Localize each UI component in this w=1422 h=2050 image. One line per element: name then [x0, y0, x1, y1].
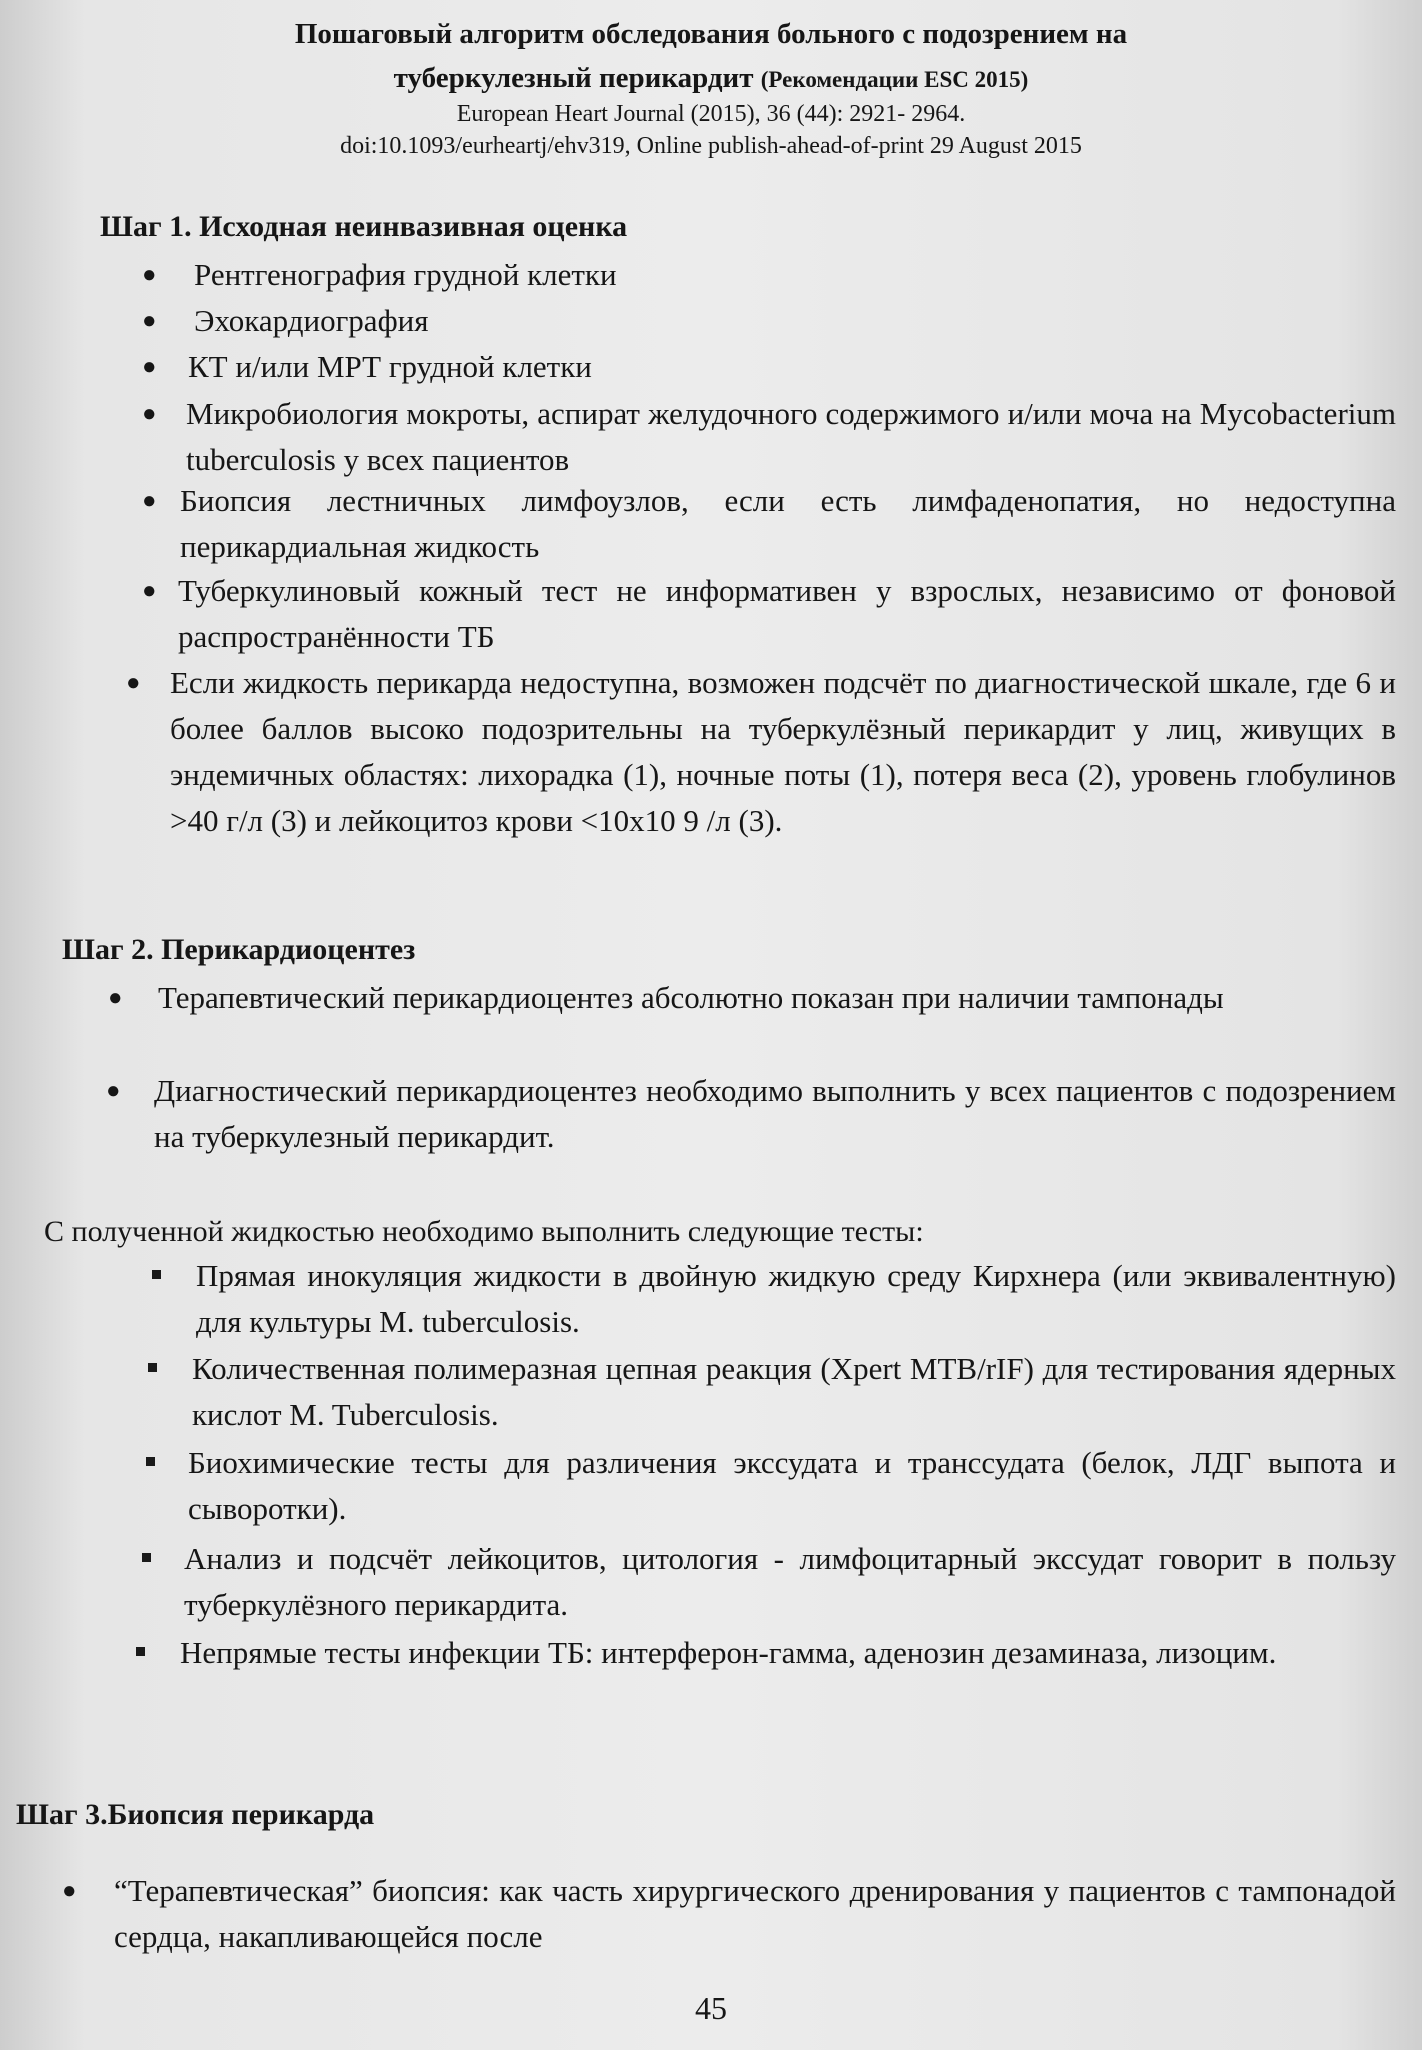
step1-item-text: Микробиология мокроты, аспират желудочного содержимого и/или моча на Mycobacterium tuberculosis у всех пациентов	[186, 396, 1396, 477]
test-item-text: Анализ и подсчёт лейкоцитов, цитология - лимфоцитарный экссудат говорит в пользу туберкулёзного перикардита.	[184, 1541, 1396, 1622]
test-item	[180, 1630, 1396, 1676]
doi-reference: doi:10.1093/eurheartj/ehv319, Online publish-ahead-of-print 29 August 2015	[340, 133, 1082, 159]
bullet-icon: ●	[126, 670, 141, 696]
bullet-icon: ●	[106, 1078, 121, 1104]
square-bullet-icon	[136, 1647, 145, 1656]
page-number: 45	[695, 1990, 727, 2026]
bullet-icon: ●	[142, 488, 157, 514]
step1-item-text: Если жидкость перикарда недоступна, возможен подсчёт по диагностической шкале, где 6 и более баллов высоко подозрительны на туберкулёзный перикардит у лиц, живущих в эндемичных областях: лихорадка (1), ночные поты (1), потеря веса (2), уровень глобулинов >40 г/л (3) и лейкоцитоз крови <10x10 9 /л (3).	[170, 665, 1396, 838]
test-item	[196, 1253, 1396, 1345]
bullet-icon: ●	[142, 262, 157, 288]
step1-item	[188, 344, 1388, 390]
title-line-2-text: туберкулезный перикардит	[393, 62, 754, 94]
step3-item	[114, 1868, 1396, 1960]
step3-heading: Шаг 3.Биопсия перикарда	[16, 1798, 375, 1831]
document-title	[0, 12, 1422, 102]
test-item-text: Количественная полимеразная цепная реакция (Xpert MTB/rIF) для тестирования ядерных кислот M. Tuberculosis.	[192, 1351, 1396, 1432]
title-line-2	[0, 56, 1422, 102]
step1-item	[194, 298, 1394, 344]
test-item	[188, 1440, 1396, 1532]
step2-heading: Шаг 2. Перикардиоцентез	[62, 933, 416, 966]
bullet-icon: ●	[142, 308, 157, 334]
test-item-text: Биохимические тесты для различения экссудата и транссудата (белок, ЛДГ выпота и сыворотки).	[188, 1445, 1396, 1526]
step1-heading: Шаг 1. Исходная неинвазивная оценка	[100, 210, 628, 243]
tests-intro: С полученной жидкостью необходимо выполнить следующие тесты:	[44, 1215, 924, 1248]
bullet-icon: ●	[142, 578, 157, 604]
square-bullet-icon	[152, 1270, 161, 1279]
title-line-1: Пошаговый алгоритм обследования больного с подозрением на	[294, 18, 1128, 50]
step1-item-text: Эхокардиография	[194, 303, 429, 338]
step1-item-text: Биопсия лестничных лимфоузлов, если есть лимфаденопатия, но недоступна перикардиальная жидкость	[180, 483, 1396, 564]
step2-item-text: Диагностический перикардиоцентез необходимо выполнить у всех пациентов с подозрением на туберкулезный перикардит.	[154, 1073, 1396, 1154]
bullet-icon: ●	[142, 354, 157, 380]
step1-item-text: КТ и/или МРТ грудной клетки	[188, 349, 592, 384]
bullet-icon: ●	[62, 1878, 77, 1904]
step1-item	[180, 478, 1396, 570]
test-item	[184, 1536, 1396, 1628]
step2-item-text: Терапевтический перикардиоцентез абсолютно показан при наличии тампонады	[158, 980, 1224, 1015]
step1-item	[178, 568, 1396, 660]
test-item	[192, 1346, 1396, 1438]
square-bullet-icon	[142, 1553, 151, 1562]
square-bullet-icon	[148, 1363, 157, 1372]
step2-item	[158, 975, 1396, 1021]
test-item-text: Непрямые тесты инфекции ТБ: интерферон-гамма, аденозин дезаминаза, лизоцим.	[180, 1635, 1277, 1670]
step1-item	[170, 660, 1396, 844]
step1-item	[186, 391, 1396, 483]
journal-reference: European Heart Journal (2015), 36 (44): 2921- 2964.	[456, 101, 966, 127]
step1-item-text: Туберкулиновый кожный тест не информативен у взрослых, независимо от фоновой распространённости ТБ	[178, 573, 1396, 654]
square-bullet-icon	[146, 1457, 155, 1466]
test-item-text: Прямая инокуляция жидкости в двойную жидкую среду Кирхнера (или эквивалентную) для культуры M. tuberculosis.	[196, 1258, 1396, 1339]
step1-item-text: Рентгенография грудной клетки	[194, 257, 617, 292]
step1-item	[194, 252, 1394, 298]
step3-item-text: “Терапевтическая” биопсия: как часть хирургического дренирования у пациентов с тампонадой сердца, накапливающейся после	[114, 1873, 1396, 1954]
bullet-icon: ●	[142, 401, 157, 427]
title-note: (Рекомендации ESC 2015)	[760, 67, 1029, 92]
step2-item	[154, 1068, 1396, 1160]
bullet-icon: ●	[108, 985, 123, 1011]
